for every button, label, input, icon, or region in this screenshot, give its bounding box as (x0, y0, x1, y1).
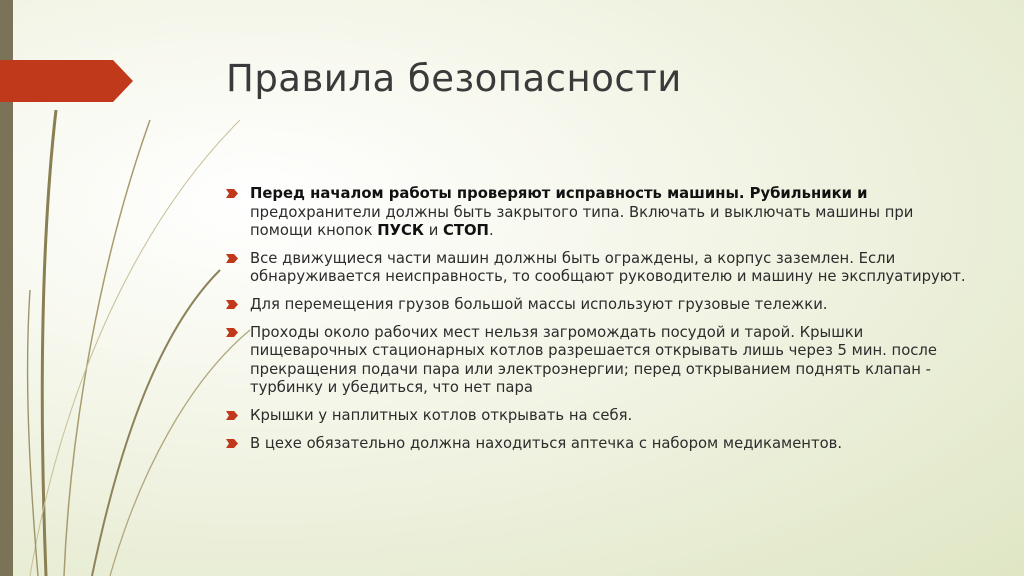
bullet-text: Крышки у наплитных котлов открывать на себя. (250, 406, 633, 424)
list-item (226, 407, 966, 426)
bullet-text: В цехе обязательно должна находиться аптечка с набором медикаментов. (250, 434, 843, 452)
list-item (226, 324, 966, 398)
arrow-right-icon (226, 411, 238, 420)
list-item (226, 435, 966, 454)
slide-title: Правила безопасности (226, 57, 682, 100)
pusk-keyword: ПУСК (377, 222, 424, 240)
title-arrow-accent (0, 60, 133, 102)
bullet-text: Проходы около рабочих мест нельзя загромождать посудой и тарой. Крышки пищеварочных стационарных котлов разрешается открывать лишь через 5 мин. после прекращения подачи пара или электроэнергии; перед открыванием поднять клапан - турбинку и убедиться, что нет пара (250, 323, 937, 397)
bullet-text: и (423, 222, 444, 240)
bullet-text: . (488, 222, 494, 240)
arrow-right-icon (226, 189, 238, 198)
stop-keyword: СТОП (443, 222, 489, 240)
list-item (226, 185, 966, 241)
bullet-list (226, 185, 966, 462)
arrow-right-icon (226, 300, 238, 309)
list-item (226, 250, 966, 287)
bullet-text: предохранители должны быть закрытого типа. Включать и выключать машины при помощи кнопок (250, 203, 914, 240)
bullet-text: Для перемещения грузов большой массы используют грузовые тележки. (250, 295, 828, 313)
bullet-text: Все движущиеся части машин должны быть ограждены, а корпус заземлен. Если обнаруживается неисправность, то сообщают руководителю и машину не эксплуатируют. (250, 249, 966, 286)
arrow-right-icon (226, 254, 238, 263)
arrow-right-icon (226, 328, 238, 337)
arrow-right-icon (226, 439, 238, 448)
bullet-bold-lead: Перед началом работы проверяют исправность машины. Рубильники и (250, 185, 868, 202)
list-item (226, 296, 966, 315)
